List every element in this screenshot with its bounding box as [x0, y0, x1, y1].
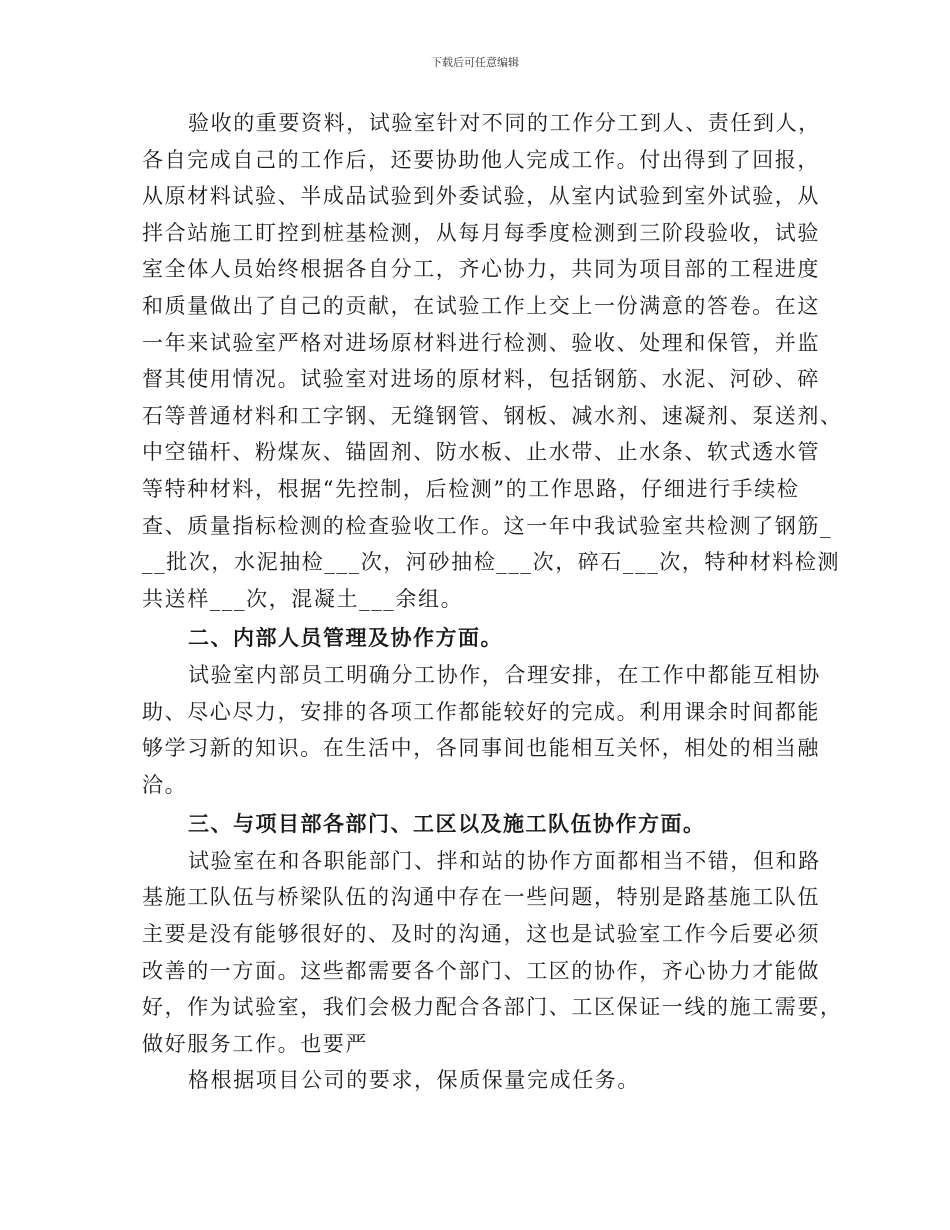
- paragraph-3: [142, 843, 842, 1063]
- text-line: 拌合站施工盯控到桩基检测，从每月每季度检测到三阶段验收，试验: [142, 220, 820, 245]
- text-line: 各自完成自己的工作后，还要协助他人完成工作。付出得到了回报，: [142, 147, 820, 172]
- text-line: 等特种材料，根据“先控制，后检测”的工作思路，仔细进行手续检: [142, 476, 800, 501]
- paragraph-1: [142, 105, 842, 617]
- document-body: [142, 105, 842, 1099]
- text-line: 主要是没有能够很好的、及时的沟通，这也是试验室工作今后要必须: [142, 922, 820, 947]
- text-line: 好，作为试验室，我们会极力配合各部门、工区保证一线的施工需要，: [142, 995, 843, 1020]
- text-line: 够学习新的知识。在生活中，各同事间也能相互关怀，相处的相当融: [142, 736, 820, 761]
- section-heading-2: 二、内部人员管理及协作方面。: [188, 626, 503, 651]
- text-line: 做好服务工作。也要严: [142, 1031, 368, 1056]
- text-line: 中空锚杆、粉煤灰、锚固剂、防水板、止水带、止水条、软式透水管: [142, 440, 820, 465]
- text-line: __批次，水泥抽检___次，河砂抽检___次，碎石___次，特种材料检测: [142, 550, 841, 575]
- paragraph-2: [142, 657, 842, 803]
- text-line: 助、尽心尽力，安排的各项工作都能较好的完成。利用课余时间都能: [142, 699, 820, 724]
- text-line: 格根据项目公司的要求，保质保量完成任务。: [188, 1068, 640, 1093]
- text-line: 一年来试验室严格对进场原材料进行检测、验收、处理和保管，并监: [142, 330, 820, 355]
- text-line: 共送样___次，混凝土___余组。: [142, 586, 464, 611]
- text-line: 试验室内部员工明确分工协作，合理安排，在工作中都能互相协: [188, 662, 821, 687]
- text-line: 基施工队伍与桥梁队伍的沟通中存在一些问题，特别是路基施工队伍: [142, 885, 820, 910]
- section-heading-3: 三、与项目部各部门、工区以及施工队伍协作方面。: [188, 812, 706, 837]
- text-line: 督其使用情况。试验室对进场的原材料，包括钢筋、水泥、河砂、碎: [142, 367, 820, 392]
- paragraph-4: [142, 1062, 842, 1099]
- text-line: 从原材料试验、半成品试验到外委试验，从室内试验到室外试验，从: [142, 184, 820, 209]
- text-line: 查、质量指标检测的检查验收工作。这一年中我试验室共检测了钢筋_: [142, 513, 833, 538]
- page-header: 下载后可任意编辑: [431, 56, 519, 69]
- text-line: 室全体人员始终根据各自分工，齐心协力，共同为项目部的工程进度: [142, 257, 820, 282]
- text-line: 和质量做出了自己的贡献，在试验工作上交上一份满意的答卷。在这: [142, 293, 820, 318]
- text-line: 试验室在和各职能部门、拌和站的协作方面都相当不错，但和路: [188, 848, 821, 873]
- text-line: 洽。: [142, 772, 188, 797]
- text-line: 验收的重要资料，试验室针对不同的工作分工到人、责任到人，: [188, 111, 821, 135]
- text-line: 改善的一方面。这些都需要各个部门、工区的协作，齐心协力才能做: [142, 958, 820, 983]
- text-line: 石等普通材料和工字钢、无缝钢管、钢板、减水剂、速凝剂、泵送剂、: [142, 403, 843, 428]
